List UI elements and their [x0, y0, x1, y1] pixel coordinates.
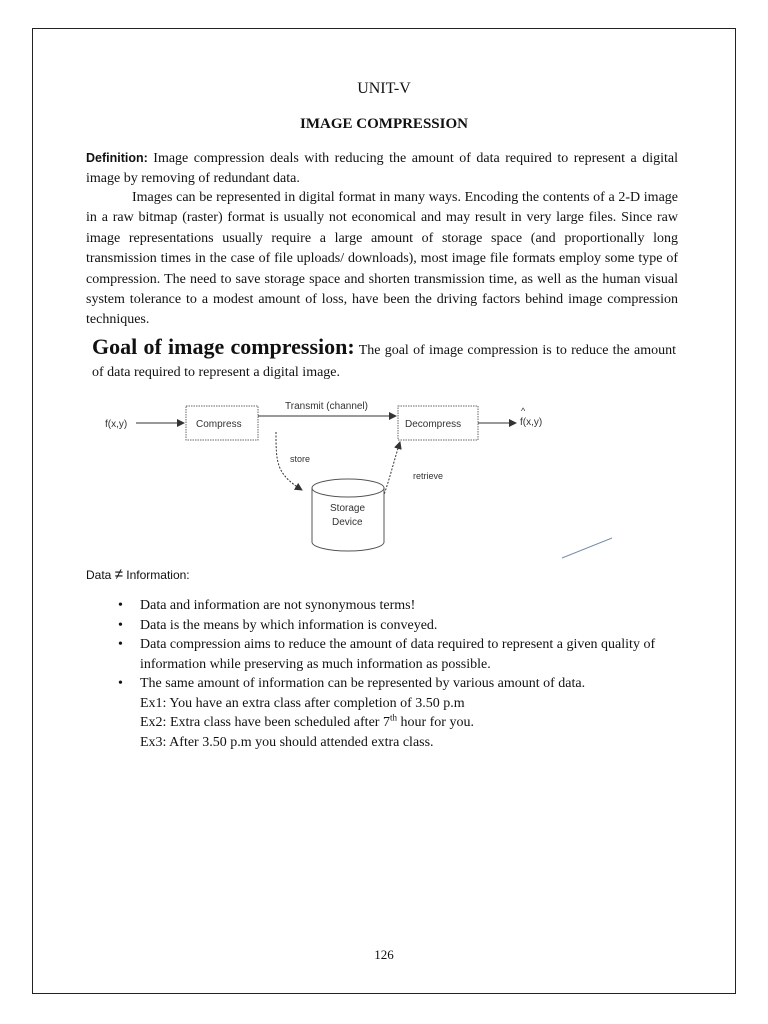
- definition-label: Definition:: [86, 151, 148, 165]
- goal-paragraph: [92, 336, 676, 384]
- page-number: 126: [374, 947, 394, 962]
- input-label: f(x,y): [105, 419, 128, 430]
- information-word: Information:: [122, 568, 190, 582]
- retrieve-label: retrieve: [413, 471, 444, 481]
- output-hat: ^: [521, 406, 526, 416]
- list-item: • Data compression aims to reduce the amount of data required to represent a given quality of information while preserving as much information as possible.: [118, 637, 656, 672]
- output-label: f(x,y): [520, 417, 543, 428]
- data-word: Data: [86, 568, 112, 582]
- not-equal-symbol: ≠: [114, 566, 123, 583]
- list-item: • The same amount of information can be represented by various amount of data. Ex1: You have an extra class after completion of 3.50 p.m Ex2: Extra class have been scheduled after 7th hour for you. Ex3: After 3.50 p.m you should attended extra class.: [118, 674, 678, 752]
- bullet-list: [118, 596, 678, 752]
- goal-text: The goal of image compression is to reduce the amount of data required to represent a digital image.: [92, 343, 676, 380]
- example-1: Ex1: You have an extra class after completion of 3.50 p.m: [140, 695, 465, 711]
- example-3: Ex3: After 3.50 p.m you should attended extra class.: [140, 734, 434, 750]
- definition-text: Image compression deals with reducing the amount of data required to represent a digital image by removing of redundant data.: [86, 151, 678, 187]
- example-2: Ex2: Extra class have been scheduled after 7th hour for you.: [140, 712, 474, 730]
- compression-diagram: [100, 392, 620, 564]
- intro-paragraph: Images can be represented in digital format in many ways. Encoding the contents of a 2-D image in a raw bitmap (raster) format is usually not economical and may result in very large files. Since raw image representations usually require a large amount of storage space (and proportionally long transmission times in the case of file uploads/ downloads), most image file formats employ some type of compression. The need to save storage space and shorten transmission time, as well as the human visual system tolerance to a modest amount of loss, have been the driving factors behind image compression techniques.: [86, 190, 678, 328]
- transmit-label: Transmit (channel): [285, 401, 368, 412]
- page-title: IMAGE COMPRESSION: [300, 116, 468, 132]
- decompress-label: Decompress: [405, 419, 462, 430]
- list-item: • Data and information are not synonymous terms!: [118, 598, 416, 613]
- unit-heading: UNIT-V: [357, 80, 411, 97]
- list-item: • Data is the means by which information is conveyed.: [118, 617, 438, 633]
- storage-device-top: [312, 479, 384, 497]
- compress-label: Compress: [196, 419, 242, 430]
- storage-label-line1: Storage: [330, 503, 366, 514]
- goal-heading: Goal of image compression:: [92, 334, 355, 359]
- stray-mark: [562, 538, 612, 558]
- examples-block: [140, 694, 678, 753]
- storage-label-line2: Device: [332, 517, 363, 528]
- store-label: store: [290, 454, 311, 464]
- definition-paragraph: [86, 148, 678, 190]
- data-information-heading: [86, 566, 190, 583]
